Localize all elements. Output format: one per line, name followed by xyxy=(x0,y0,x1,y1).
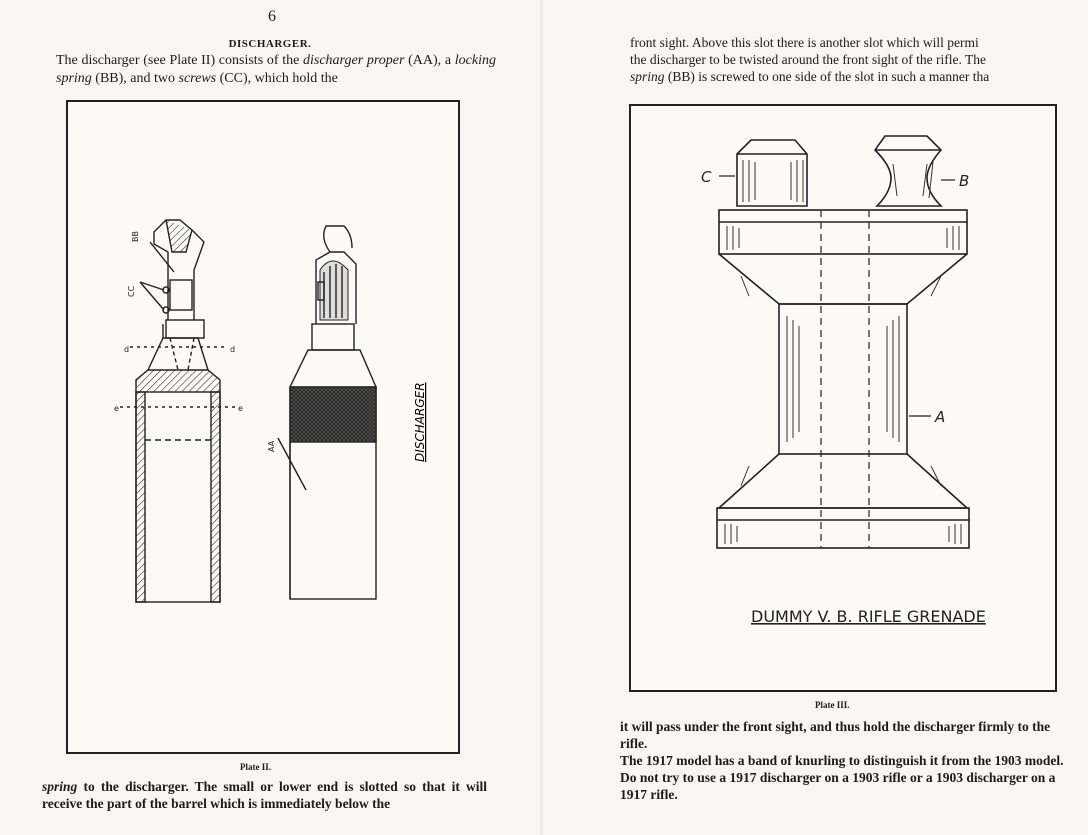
text-run: (AA), a xyxy=(404,53,455,68)
text-run: (BB) is screwed to one side of the slot in such a manner tha xyxy=(664,69,990,84)
page-number: 6 xyxy=(268,8,276,25)
text-line: front sight. Above this slot there is another slot which will permi xyxy=(630,35,979,50)
text-run: The discharger (see Plate II) consists of the xyxy=(56,53,303,68)
label-d-left: d xyxy=(124,345,130,354)
intro-paragraph xyxy=(56,52,496,88)
plate-ii-caption: Plate II. xyxy=(240,762,271,772)
discharger-exterior-view xyxy=(278,226,376,599)
continuation-paragraph xyxy=(42,778,487,812)
firmly-paragraph: it will pass under the front sight, and thus hold the discharger firmly to the rifle. xyxy=(620,719,1051,751)
text-run-italic: locking spring xyxy=(56,53,497,86)
right-page xyxy=(545,0,1088,835)
label-b: B xyxy=(959,172,970,190)
text-run-italic: spring xyxy=(42,779,78,794)
plate-iii-figure xyxy=(629,104,1057,692)
plate-ii-title: DISCHARGER xyxy=(413,382,427,462)
section-heading: DISCHARGER. xyxy=(228,38,312,50)
text-run-italic: spring xyxy=(630,69,665,84)
text-run: (BB), and two xyxy=(91,71,179,86)
label-a: A xyxy=(935,408,946,426)
plate-iii-caption: Plate III. xyxy=(815,700,850,710)
label-c: C xyxy=(701,168,712,186)
model-paragraph: The 1917 model has a band of knurling to distinguish it from the 1903 model. Do not try to use a 1917 discharger on a 1903 rifle or a 1903 discharger on a 1917 rifle. xyxy=(620,753,1064,802)
plate-iii-title: DUMMY V. B. RIFLE GRENADE xyxy=(751,607,986,626)
label-aa: AA xyxy=(267,440,276,452)
top-paragraph xyxy=(630,34,1085,85)
label-bb: BB xyxy=(131,231,140,242)
left-page xyxy=(0,0,540,835)
text-line: the discharger to be twisted around the front sight of the rifle. The xyxy=(630,52,987,67)
discharger-section-view xyxy=(120,220,236,602)
text-run: (CC), which hold the xyxy=(216,71,338,86)
label-e-right: e xyxy=(238,404,243,413)
text-run: to the discharger. The small or lower end is slotted so that it will receive the part of the barrel which is immediately below the xyxy=(42,779,487,811)
label-cc: CC xyxy=(127,285,136,297)
label-d-right: d xyxy=(230,345,236,354)
shading-lines xyxy=(725,160,961,544)
dummy-grenade-drawing xyxy=(631,106,1055,690)
discharger-drawing xyxy=(68,102,458,752)
text-run-italic: screws xyxy=(178,71,217,86)
text-run-italic: discharger proper xyxy=(303,53,405,68)
label-e-left: e xyxy=(114,404,119,413)
plate-ii-figure xyxy=(66,100,460,754)
